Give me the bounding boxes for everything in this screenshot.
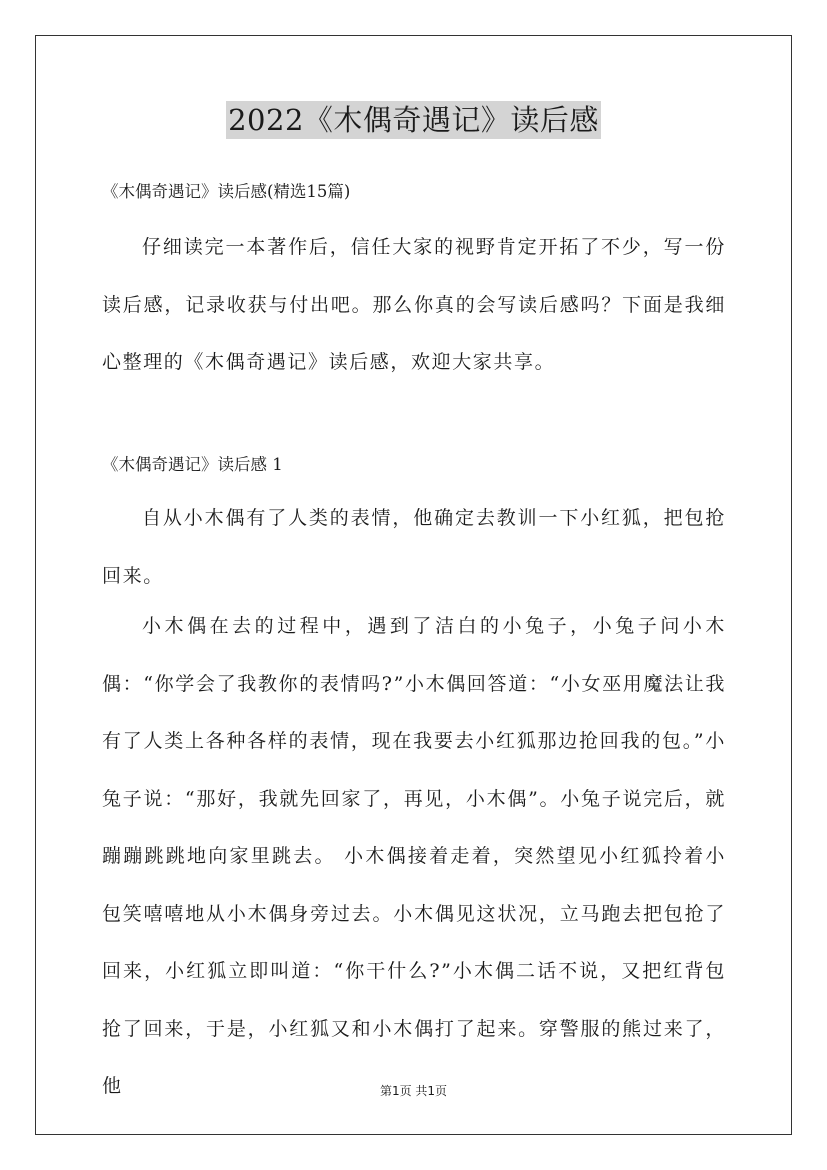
document-subtitle: 《木偶奇遇记》读后感(精选15篇) [102, 182, 351, 201]
intro-paragraph: 仔细读完一本著作后，信任大家的视野肯定开拓了不少，写一份读后感，记录收获与付出吧。那么你真的会写读后感吗？下面是我细心整理的《木偶奇遇记》读后感，欢迎大家共享。 [102, 236, 726, 373]
page-footer: 第1页 共1页 [379, 1084, 448, 1098]
body-paragraph-2: 小木偶在去的过程中，遇到了洁白的小兔子，小兔子问小木偶：“你学会了我教你的表情吗?”小木偶回答道：“小女巫用魔法让我有了人类上各种各样的表情，现在我要去小红狐那边抢回我的包。”小兔子说：“那好，我就先回家了，再见，小木偶”。小兔子说完后，就蹦蹦跳跳地向家里跳去。 小木偶接着走着，突然望见小红狐拎着小包笑嘻嘻地从小木偶身旁过去。小木偶见这状况，立马跑去把包抢了回来，小红狐立即叫道：“你干什么?”小木偶二话不说，又把红背包抢了回来，于是，小红狐又和小木偶打了起来。穿警服的熊过来了，他 [102, 615, 726, 1097]
body-paragraph-1: 自从小木偶有了人类的表情，他确定去教训一下小红狐，把包抢回来。 [102, 507, 726, 587]
document-title: 2022《木偶奇遇记》读后感 [228, 103, 599, 137]
section-heading: 《木偶奇遇记》读后感 1 [102, 455, 283, 474]
title-container [0, 101, 827, 139]
